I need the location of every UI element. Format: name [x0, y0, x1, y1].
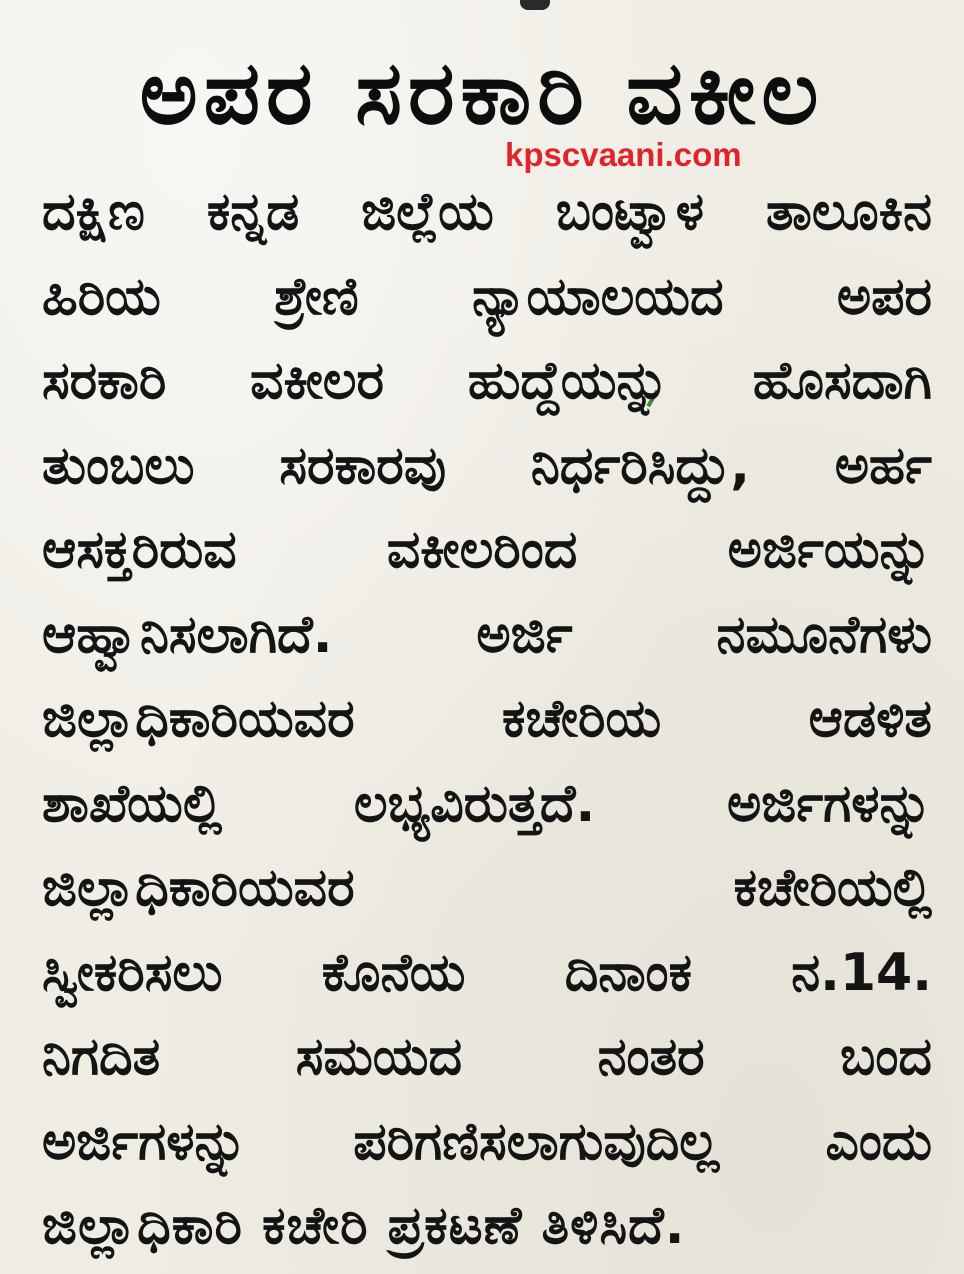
article-line: ಆಹ್ವಾನಿಸಲಾಗಿದೆ. ಅರ್ಜಿ ನಮೂನೆಗಳು	[42, 604, 932, 665]
article-line: ತುಂಬಲು ಸರಕಾರವು ನಿರ್ಧರಿಸಿದ್ದು, ಅರ್ಹ	[42, 435, 932, 496]
site-watermark: kpscvaani.com	[505, 136, 742, 173]
article-line: ಶಾಖೆಯಲ್ಲಿ ಲಭ್ಯವಿರುತ್ತದೆ. ಅರ್ಜಿಗಳನ್ನು	[42, 773, 932, 834]
article-line: ಜಿಲ್ಲಾಧಿಕಾರಿ ಕಚೇರಿ ಪ್ರಕಟಣೆ ತಿಳಿಸಿದೆ.	[42, 1196, 686, 1256]
article-line: ದಕ್ಷಿಣ ಕನ್ನಡ ಜಿಲ್ಲೆಯ ಬಂಟ್ವಾಳ ತಾಲೂಕಿನ	[42, 182, 932, 242]
article-line: ಹಿರಿಯ ಶ್ರೇಣಿ ನ್ಯಾಯಾಲಯದ ಅಪರ	[42, 266, 932, 327]
article-line: ಜಿಲ್ಲಾಧಿಕಾರಿಯವರ ಕಚೇರಿಯ ಆಡಳಿತ	[42, 689, 932, 749]
article-line: ಆಸಕ್ತರಿರುವ ವಕೀಲರಿಂದ ಅರ್ಜಿಯನ್ನು	[42, 520, 932, 580]
clipping-edge-mark	[520, 0, 550, 10]
article-line: ಅರ್ಜಿಗಳನ್ನು ಪರಿಗಣಿಸಲಾಗುವುದಿಲ್ಲ ಎಂದು	[42, 1111, 932, 1172]
article-line: ನಿಗದಿತ ಸಮಯದ ನಂತರ ಬಂದ	[42, 1027, 932, 1087]
article-line: ಸರಕಾರಿ ವಕೀಲರ ಹುದ್ದೆಯನ್ನು ಹೊಸದಾಗಿ	[42, 351, 932, 411]
article-line: ಜಿಲ್ಲಾಧಿಕಾರಿಯವರ ಕಚೇರಿಯಲ್ಲಿ	[42, 858, 932, 918]
article-line: ಸ್ವೀಕರಿಸಲು ಕೊನೆಯ ದಿನಾಂಕ ನ.14.	[42, 942, 932, 1003]
article-headline: ಅಪರ ಸರಕಾರಿ ವಕೀಲ	[139, 41, 825, 144]
article-body	[42, 170, 932, 1269]
